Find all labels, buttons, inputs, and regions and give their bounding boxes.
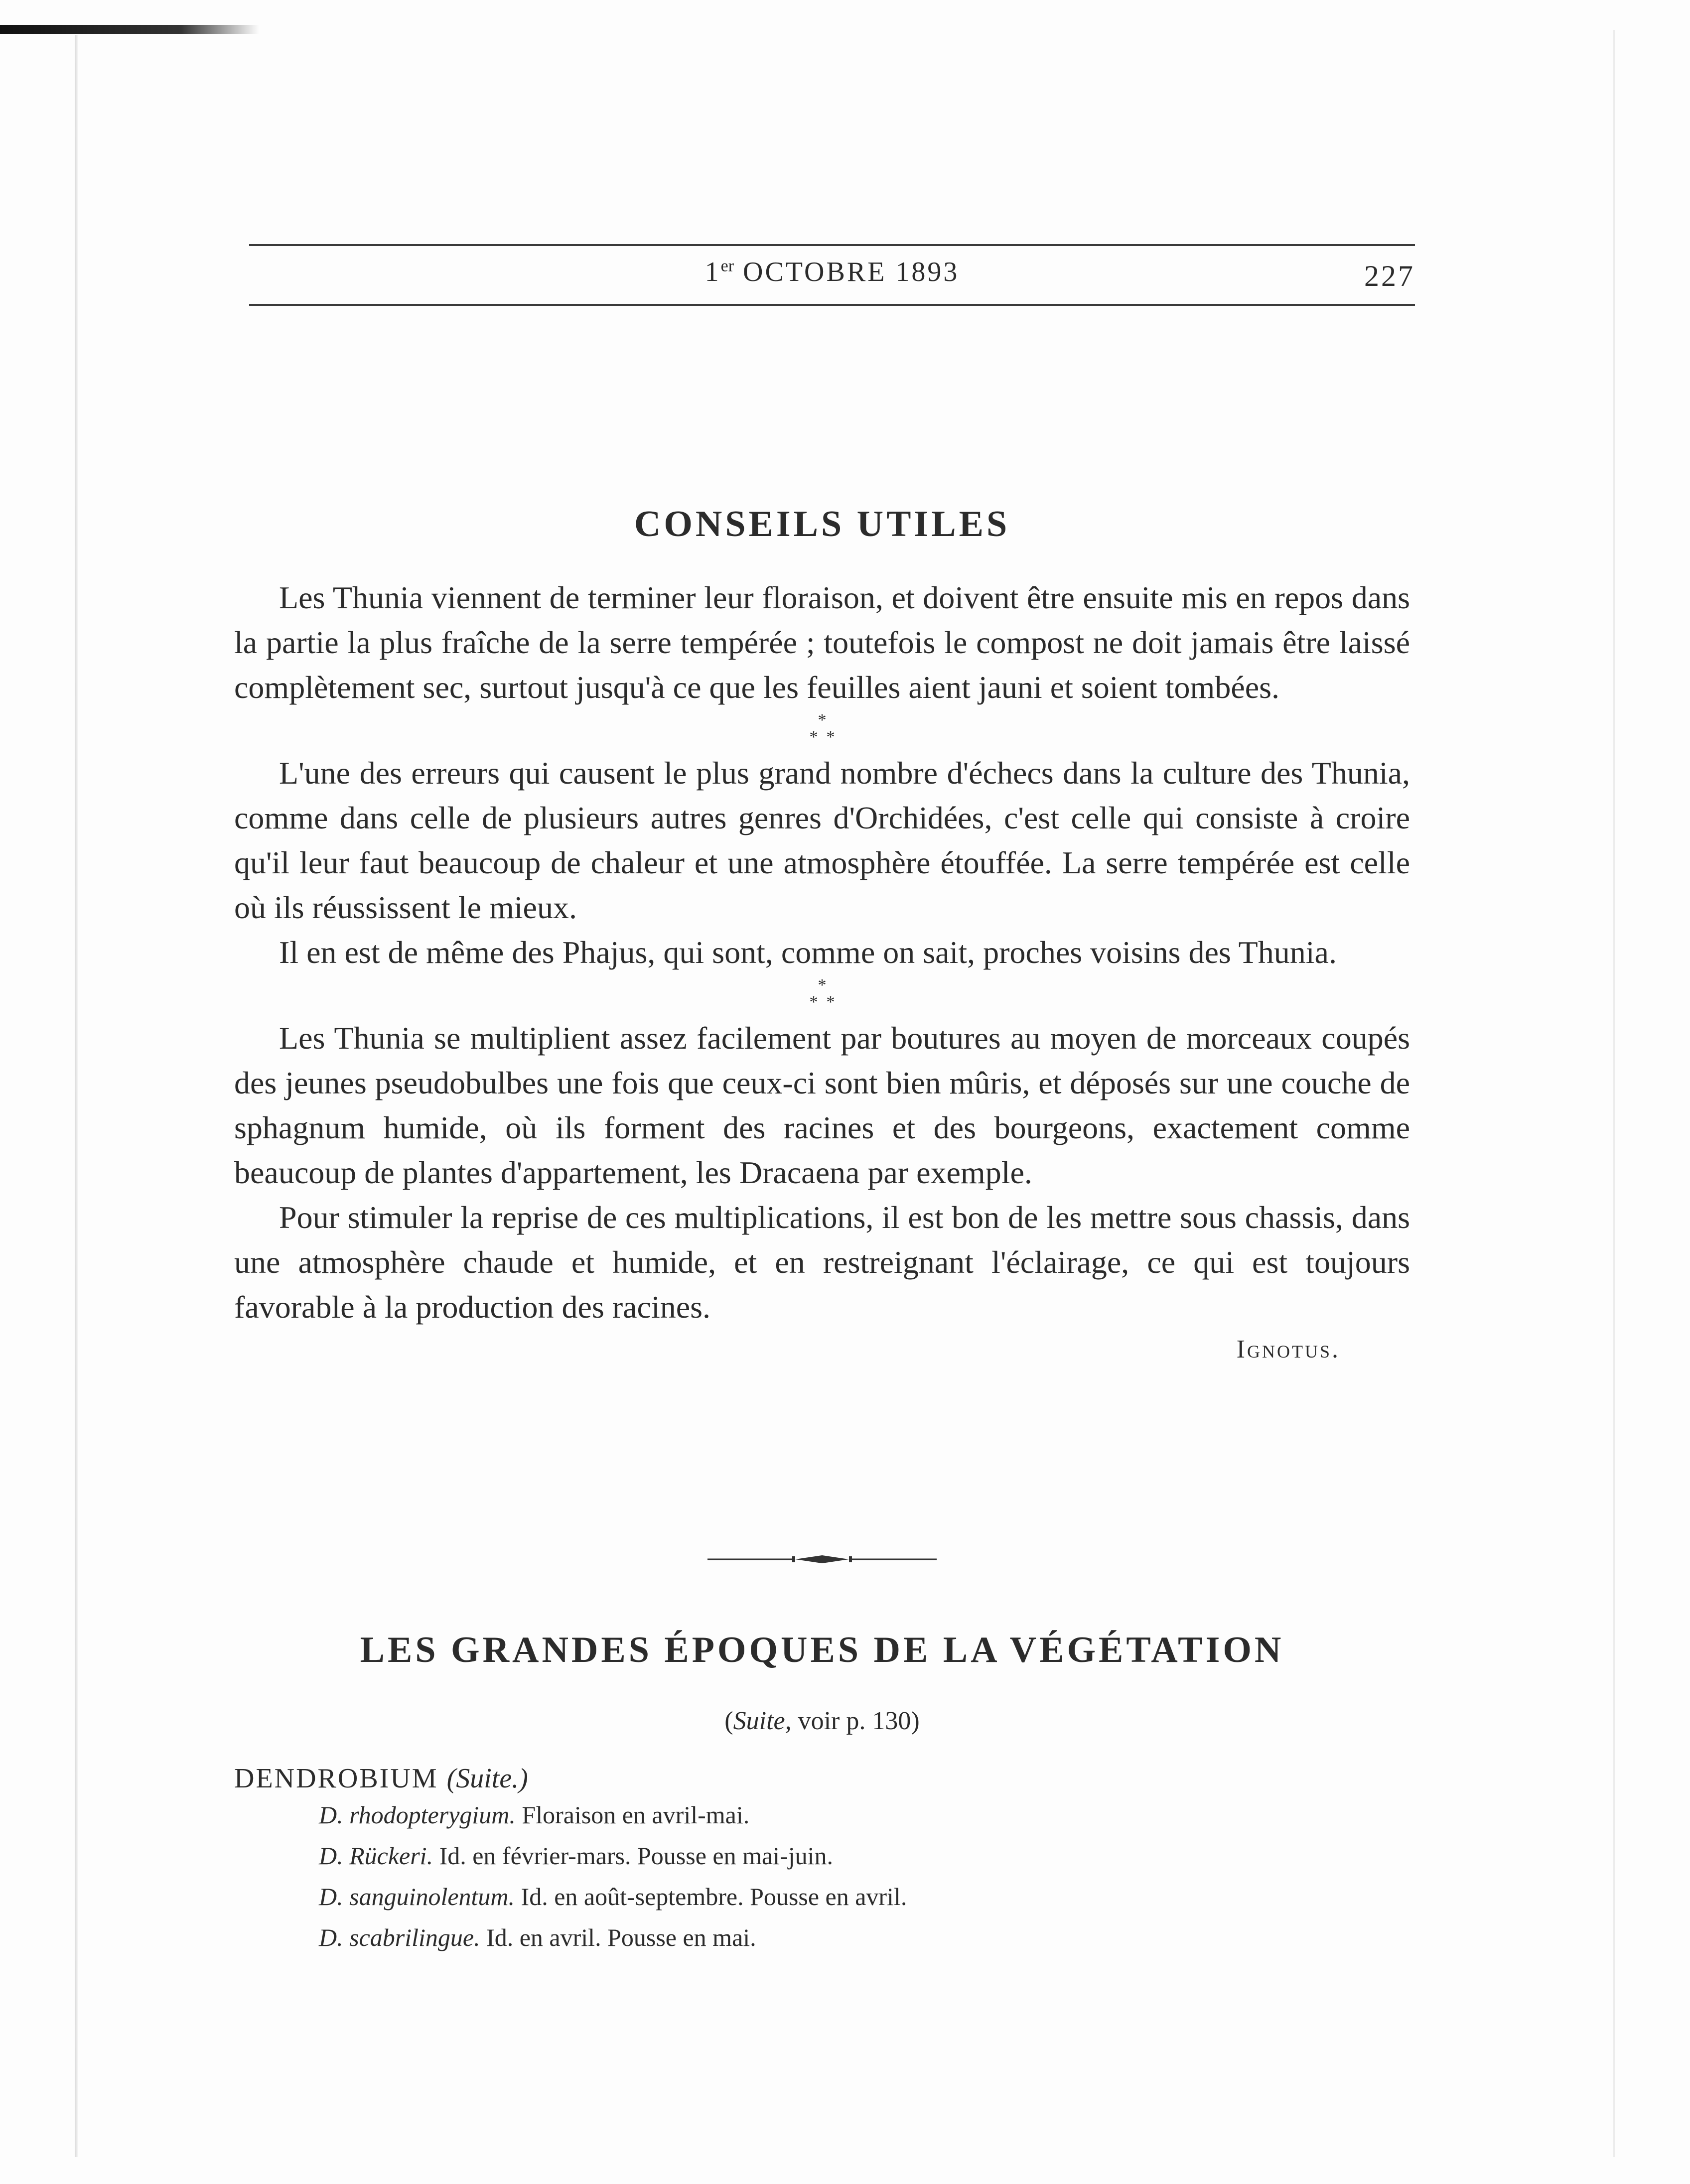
author-signature: Ignotus. <box>1236 1335 1340 1364</box>
section2-subtitle: (Suite, voir p. 130) <box>724 1707 920 1735</box>
section-conseils-utiles <box>234 503 1410 1364</box>
paragraph-5: Pour stimuler la reprise de ces multiplications, il est bon de les mettre sous chassis, dans une atmosphère chaude et humide, et en restreignant l'éclairage, ce qui est toujours favorable à la production des racines. <box>234 1200 1410 1325</box>
genus-heading: DENDROBIUM (Suite.) <box>234 1763 528 1794</box>
species-list <box>234 1794 1410 1958</box>
list-item: D. rhodopterygium. Floraison en avril-mai. <box>319 1801 750 1829</box>
asterism-2: * * * <box>809 976 835 1011</box>
asterism-1: * * * <box>809 711 835 746</box>
header-month-year: OCTOBRE 1893 <box>743 257 960 287</box>
scan-edge-left <box>75 35 78 2157</box>
section-title: CONSEILS UTILES <box>634 504 1010 545</box>
running-header <box>249 244 1415 314</box>
header-date <box>249 256 1415 288</box>
ornament-divider <box>707 1549 937 1569</box>
paragraph-4: Les Thunia se multiplient assez facilement par boutures au moyen de morceaux coupés des jeunes pseudobulbes une fois que ceux-ci sont bien mûris, et déposés sur une couche de sphagnum humide, où ils forment des racines et des bourgeons, exactement comme beaucoup de plantes d'appartement, les Dracaena par exemple. <box>234 1020 1410 1190</box>
paragraph-2: L'une des erreurs qui causent le plus grand nombre d'échecs dans la culture des Thunia, comme dans celle de plusieurs autres genres d'Orchidées, c'est celle qui consiste à croire qu'il leur faut beaucoup de chaleur et une atmosphère étouffée. La serre tempérée est celle où ils réussissent le mieux. <box>234 755 1410 925</box>
section-grandes-epoques <box>234 1629 1410 1958</box>
list-item: D. sanguinolentum. Id. en août-septembre. Pousse en avril. <box>319 1883 907 1911</box>
header-day: 1 <box>704 257 721 287</box>
list-item: D. Rückeri. Id. en février-mars. Pousse en mai-juin. <box>319 1842 834 1870</box>
page-number: 227 <box>1364 260 1415 292</box>
section2-title: LES GRANDES ÉPOQUES DE LA VÉGÉTATION <box>360 1630 1284 1670</box>
header-rule-top <box>249 244 1415 246</box>
scan-edge-right <box>1613 30 1615 2157</box>
paragraph-3: Il en est de même des Phajus, qui sont, comme on sait, proches voisins des Thunia. <box>279 935 1337 970</box>
scan-edge-top <box>0 25 259 34</box>
list-item: D. scabrilingue. Id. en avril. Pousse en mai. <box>319 1923 756 1951</box>
header-day-suffix: er <box>720 257 734 275</box>
header-rule-bottom <box>249 304 1415 306</box>
paragraph-1: Les Thunia viennent de terminer leur floraison, et doivent être ensuite mis en repos dans la partie la plus fraîche de la serre tempérée ; toutefois le compost ne doit jamais être laissé complètement sec, surtout jusqu'à ce que les feuilles aient jauni et soient tombées. <box>234 580 1410 705</box>
